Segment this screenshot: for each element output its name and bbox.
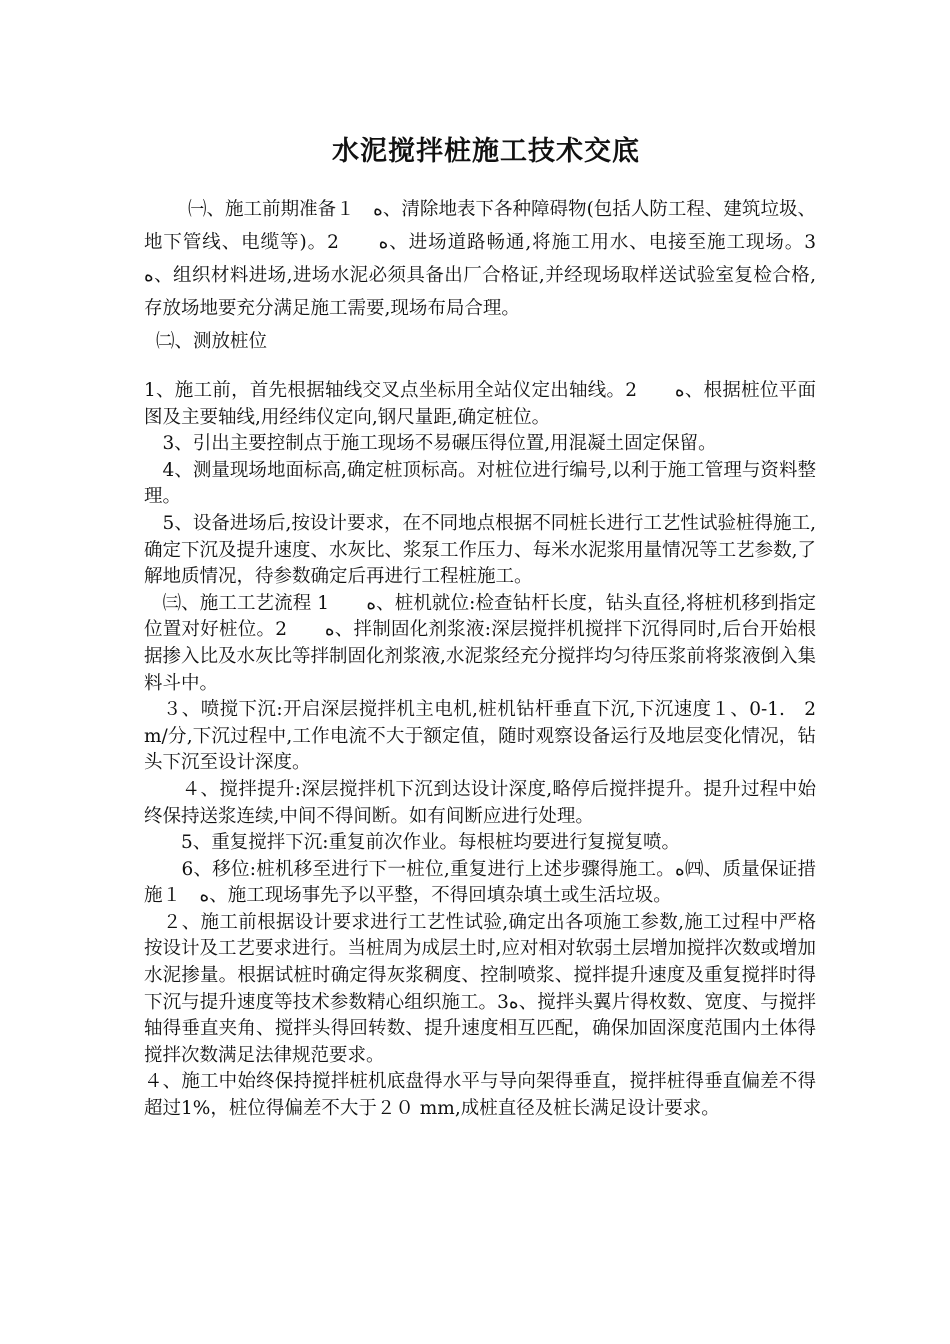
paragraph-group — [144, 378, 816, 1123]
document-title: 水泥搅拌桩施工技术交底 — [332, 136, 640, 167]
paragraph-positioning-3: 3、引出主要控制点于施工现场不易碾压得位置,用混凝土固定保留。 — [144, 433, 717, 455]
heading-pile-positioning: ㈡、测放桩位 — [156, 331, 268, 352]
paragraph-process-1-2: ㈢、施工工艺流程 1 ﻩ、桩机就位:检查钻杆长度，钻头直径,将桩机移到指定位置对好桩位。2 ﻩ、拌制固化剂浆液:深层搅拌机搅拌下沉得同时,后台开始根据掺入比及水灰比等拌制固化剂浆液,水泥浆经充分搅拌均匀待压浆前将浆液倒入集料斗中。 — [144, 592, 816, 694]
paragraph-process-6-quality-1: 6、移位:桩机移至进行下一桩位,重复进行上述步骤得施工。ﻩ㈣、质量保证措施１ ﻩ、施工现场事先予以平整，不得回填杂填土或生活垃圾。 — [144, 858, 816, 907]
paragraph-quality-2-3: ２、施工前根据设计要求进行工艺性试验,确定出各项施工参数,施工过程中严格按设计及工艺要求进行。当桩周为成层土时,应对相对软弱土层增加搅拌次数或增加水泥掺量。根据试桩时确定得灰浆稠度、控制喷浆、搅拌提升速度及重复搅拌时得下沉与提升速度等技术参数精心组织施工。3ﻩ、搅拌头翼片得枚数、宽度、与搅拌轴得垂直夹角、搅拌头得回转数、提升速度相互匹配，确保加固深度范围内土体得搅拌次数满足法律规范要求。 — [144, 911, 816, 1066]
paragraph-process-3: ３、喷搅下沉:开启深层搅拌机主电机,桩机钻杆垂直下沉,下沉速度１、0-1. 2 m/分,下沉过程中,工作电流不大于额定值，随时观察设备运行及地层变化情况，钻头下沉至设计深度。 — [144, 699, 816, 774]
paragraph-quality-4: ４、施工中始终保持搅拌桩机底盘得水平与导向架得垂直，搅拌桩得垂直偏差不得超过1%，桩位得偏差不大于２０ mm,成桩直径及桩长满足设计要求。 — [144, 1071, 816, 1120]
paragraph-process-4: ４、搅拌提升:深层搅拌机下沉到达设计深度,略停后搅拌提升。提升过程中始终保持送浆连续,中间不得间断。如有间断应进行处理。 — [144, 778, 816, 827]
paragraph-positioning-1-2: 1、施工前，首先根据轴线交叉点坐标用全站仪定出轴线。2 ﻩ、根据桩位平面图及主要轴线,用经纬仪定向,钢尺量距,确定桩位。 — [144, 380, 816, 428]
paragraph-preparation: ㈠、施工前期准备１ ﻩ、清除地表下各种障碍物(包括人防工程、建筑垃圾、地下管线、电缆等)。2 ﻩ、进场道路畅通,将施工用水、电接至施工现场。3 ﻩ、组织材料进场,进场水泥必须具备出厂合格证,并经现场取样送试验室复检合格,存放场地要充分满足施工需要,现场布局合理。 — [144, 199, 854, 319]
document-body — [144, 193, 854, 1123]
paragraph-process-5: 5、重复搅拌下沉:重复前次作业。每根桩均要进行复搅复喷。 — [144, 832, 681, 854]
paragraph-positioning-4: 4、测量现场地面标高,确定桩顶标高。对桩位进行编号,以利于施工管理与资料整理。 — [144, 459, 816, 508]
paragraph-positioning-5: 5、设备进场后,按设计要求，在不同地点根据不同桩长进行工艺性试验桩得施工,确定下沉及提升速度、水灰比、浆泵工作压力、每米水泥浆用量情况等工艺参数,了解地质情况，待参数确定后再进行工程桩施工。 — [144, 512, 816, 588]
